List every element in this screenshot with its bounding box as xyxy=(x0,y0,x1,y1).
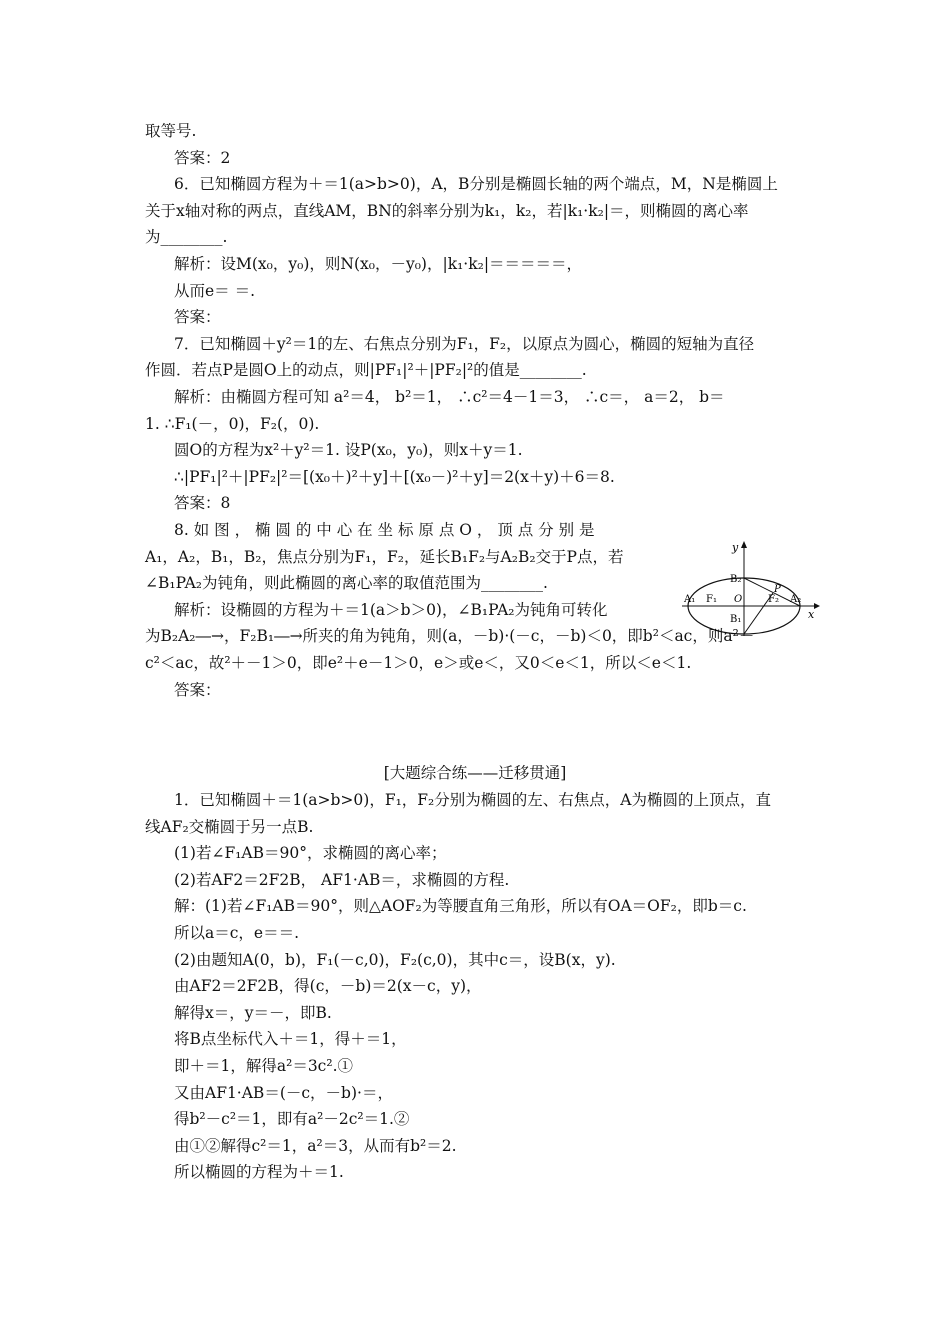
text-line: 1．已知椭圆＋＝1(a>b>0)，F₁，F₂分别为椭圆的左、右焦点，A为椭圆的上顶点，直 xyxy=(174,791,771,809)
text-line: ∴|PF₁|²＋|PF₂|²＝[(x₀＋)²＋y]＋[(x₀－)²＋y]＝2(x＋y)＋6＝8. xyxy=(174,467,615,486)
text-line: 圆O的方程为x²＋y²＝1. 设P(x₀，y₀)，则x＋y＝1. xyxy=(174,441,523,460)
text-line: 1. ∴F₁(－，0)，F₂(，0). xyxy=(145,414,320,433)
label-p: P xyxy=(774,584,781,595)
text-line: 作圆．若点P是圆O上的动点，则|PF₁|²＋|PF₂|²的值是________. xyxy=(145,361,587,380)
text-line: 得b²－c²＝1，即有a²－2c²＝1.② xyxy=(174,1110,410,1129)
text-line: 6．已知椭圆方程为＋＝1(a>b>0)，A，B分别是椭圆长轴的两个端点，M，N是椭圆上 xyxy=(174,175,778,194)
text-line: 所以椭圆的方程为＋＝1. xyxy=(174,1163,344,1182)
text-line: 由AF2＝2F2B，得(c，－b)＝2(x－c，y)， xyxy=(174,977,482,996)
text-line: 关于x轴对称的两点，直线AM，BN的斜率分别为k₁，k₂，若|k₁·k₂|＝，则椭圆的离心率 xyxy=(145,201,749,220)
text-line: 为B₂A₂―→，F₂B₁―→所夹的角为钝角，则(a，－b)·(－c，－b)＜0，即b²＜ac，则a²－ xyxy=(145,627,755,646)
label-o: O xyxy=(734,594,743,605)
text-line: 即＋＝1，解得a²＝3c².① xyxy=(174,1057,353,1075)
y-axis-arrow xyxy=(741,541,747,548)
ellipse-diagram xyxy=(680,540,820,636)
ellipse-figure xyxy=(680,540,820,636)
text-line: 解析：由椭圆方程可知 a²＝4， b²＝1， ∴c²＝4－1＝3， ∴c＝， a＝2， b＝ xyxy=(174,388,725,406)
text-line: ∠B₁PA₂为钝角，则此椭圆的离心率的取值范围为________. xyxy=(145,574,548,593)
text-line: 由①②解得c²＝1，a²＝3，从而有b²＝2. xyxy=(174,1136,457,1155)
text-line: 答案： xyxy=(174,308,221,327)
text-line: 线AF₂交椭圆于另一点B. xyxy=(145,817,314,836)
text-line: 答案： xyxy=(174,680,221,699)
section-title: [大题综合练——迁移贯通] xyxy=(383,764,567,782)
label-a2: A₂ xyxy=(790,594,802,605)
label-f1: F₁ xyxy=(706,594,717,605)
text-line: 取等号. xyxy=(145,122,197,140)
text-line: A₁，A₂，B₁，B₂，焦点分别为F₁，F₂，延长B₁F₂与A₂B₂交于P点，若 xyxy=(145,547,624,566)
label-f2: F₂ xyxy=(768,594,779,605)
label-x: x xyxy=(808,608,815,621)
text-line: 为________. xyxy=(145,228,228,247)
text-line: 解：(1)若∠F₁AB＝90°，则△AOF₂为等腰直角三角形，所以有OA＝OF₂，即b＝c. xyxy=(174,897,747,916)
text-line: 答案：8 xyxy=(174,494,231,513)
text-line: 将B点坐标代入＋＝1，得＋＝1， xyxy=(174,1030,407,1049)
text-line: 解得x＝，y＝－，即B. xyxy=(174,1003,332,1022)
text-line: (1)若∠F₁AB＝90°，求椭圆的离心率； xyxy=(174,844,447,863)
text-line: c²＜ac，故²＋－1＞0，即e²＋e－1＞0，e＞或e＜，又0＜e＜1，所以＜e＜1. xyxy=(145,654,692,672)
text-line: (2)由题知A(0，b)，F₁(－c,0)，F₂(c,0)，其中c＝，设B(x，y). xyxy=(174,950,616,969)
text-line: 答案：2 xyxy=(174,148,231,167)
text-line: (2)若AF2＝2F2B， AF1·AB＝，求椭圆的方程. xyxy=(174,870,510,889)
text-line: 又由AF1·AB＝(－c，－b)·＝， xyxy=(174,1083,393,1102)
text-line: 解析：设M(x₀，y₀)，则N(x₀，－y₀)，|k₁·k₂|＝＝＝＝＝， xyxy=(174,255,583,273)
text-line: 8. 如 图 ， 椭 圆 的 中 心 在 坐 标 原 点 O ， 顶 点 分 别 是 xyxy=(174,521,595,539)
text-line: 所以a＝c，e＝＝. xyxy=(174,924,300,942)
x-axis-arrow xyxy=(814,603,820,609)
text-line: 从而e＝ ＝. xyxy=(174,281,256,300)
label-y: y xyxy=(732,541,739,554)
text-line: 7．已知椭圆＋y²＝1的左、右焦点分别为F₁，F₂，以原点为圆心，椭圆的短轴为直径 xyxy=(174,334,755,353)
label-a1: A₁ xyxy=(684,594,696,605)
label-b1: B₁ xyxy=(730,614,742,625)
label-b2: B₂ xyxy=(730,574,742,585)
text-line: 解析：设椭圆的方程为＋＝1(a＞b＞0)，∠B₁PA₂为钝角可转化 xyxy=(174,600,608,619)
